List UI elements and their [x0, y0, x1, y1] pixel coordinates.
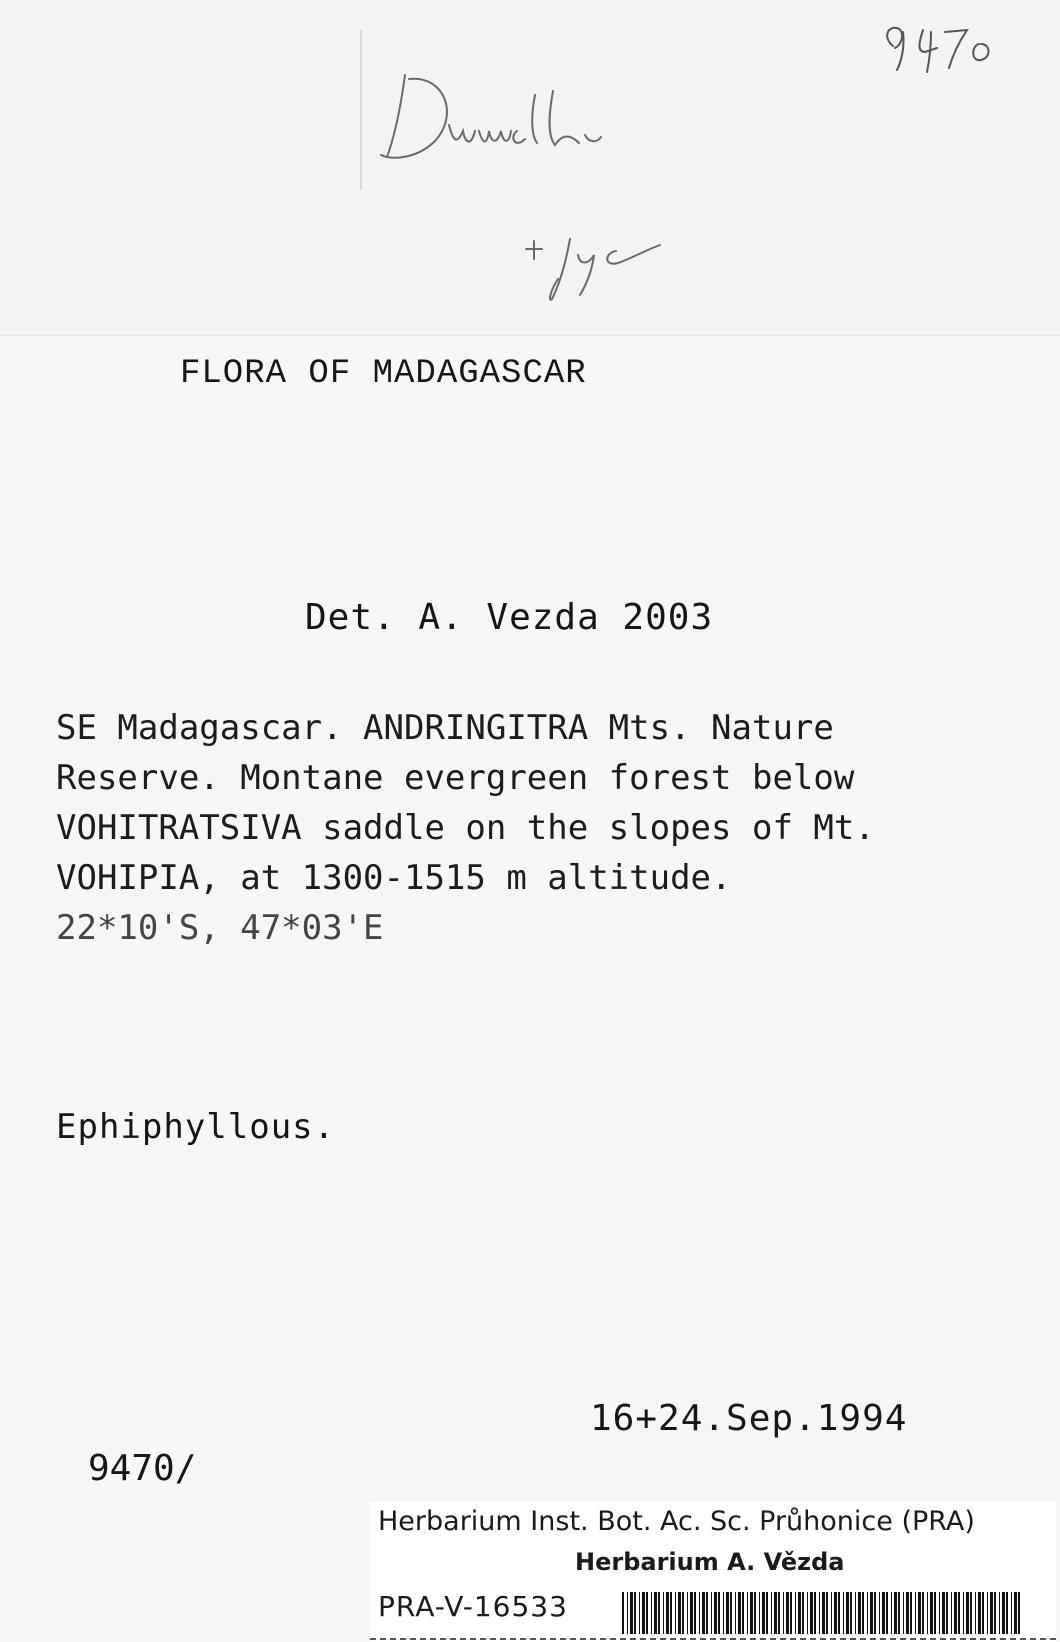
herbarium-stamp — [370, 1502, 1056, 1642]
barcode-bar — [870, 1592, 873, 1634]
barcode-bar — [819, 1592, 820, 1634]
barcode-bar — [867, 1592, 868, 1634]
locality-line: Reserve. Montane evergreen forest below — [56, 758, 855, 798]
barcode-bar — [970, 1592, 972, 1634]
barcode-bar — [678, 1592, 681, 1634]
barcode-bar — [774, 1592, 777, 1634]
barcode-bar — [699, 1592, 700, 1634]
barcode-bar — [802, 1592, 804, 1634]
barcode-bar — [939, 1592, 940, 1634]
barcode-bar — [838, 1592, 840, 1634]
barcode-bar — [966, 1592, 969, 1634]
upper-sheet — [0, 0, 1060, 336]
barcode-bar — [798, 1592, 801, 1634]
barcode-bar — [975, 1592, 976, 1634]
barcode-bar — [903, 1592, 904, 1634]
barcode-bar — [762, 1592, 765, 1634]
institution-name: Herbarium Inst. Bot. Ac. Sc. Průhonice (PRA) — [378, 1506, 975, 1537]
barcode-bar — [1011, 1592, 1012, 1634]
locality-line: SE Madagascar. ANDRINGITRA Mts. Nature — [56, 708, 834, 748]
barcode-bar — [786, 1592, 789, 1634]
locality-line: 22*10'S, 47*03'E — [56, 908, 384, 948]
barcode-bar — [810, 1592, 813, 1634]
fold-line — [360, 30, 362, 190]
barcode-bar — [850, 1592, 852, 1634]
barcode-bar — [898, 1592, 900, 1634]
barcode-bar — [682, 1592, 684, 1634]
collection-date: 16+24.Sep.1994 — [590, 1398, 908, 1439]
barcode-bar — [930, 1592, 933, 1634]
barcode-bar — [858, 1592, 861, 1634]
barcode-bar — [822, 1592, 825, 1634]
handwritten-name — [375, 65, 635, 175]
barcode-bar — [687, 1592, 688, 1634]
barcode-bar — [766, 1592, 768, 1634]
barcode-bar — [666, 1592, 669, 1634]
barcode-bar — [730, 1592, 732, 1634]
barcode-bar — [663, 1592, 664, 1634]
barcode-bar — [994, 1592, 996, 1634]
collection-number: 9470/ — [88, 1448, 197, 1489]
label-title: FLORA OF MADAGASCAR — [180, 355, 587, 393]
barcode-bar — [982, 1592, 984, 1634]
barcode-bar — [783, 1592, 784, 1634]
barcode-bar — [622, 1592, 624, 1634]
barcode-bar — [654, 1592, 657, 1634]
barcode-bar — [714, 1592, 717, 1634]
barcode-bar — [942, 1592, 945, 1634]
handwritten-annotation — [520, 225, 690, 305]
barcode-bar — [778, 1592, 780, 1634]
barcode-bar — [963, 1592, 964, 1634]
barcode-bar — [987, 1592, 988, 1634]
barcode-bar — [906, 1592, 909, 1634]
barcode-bar — [742, 1592, 744, 1634]
barcode-bar — [738, 1592, 741, 1634]
barcode-bar — [954, 1592, 957, 1634]
barcode-bar — [630, 1592, 633, 1634]
specimen-id: PRA-V-16533 — [378, 1590, 568, 1623]
barcode-bar — [1006, 1592, 1008, 1634]
barcode-bar — [723, 1592, 724, 1634]
determination: Det. A. Vezda 2003 — [305, 597, 714, 638]
habitat: Ephiphyllous. — [56, 1107, 336, 1147]
barcode-bar — [747, 1592, 748, 1634]
barcode-bar — [658, 1592, 660, 1634]
barcode-bar — [978, 1592, 981, 1634]
barcode-bar — [862, 1592, 864, 1634]
barcode-bar — [879, 1592, 880, 1634]
barcode-bar — [886, 1592, 888, 1634]
barcode-bar — [807, 1592, 808, 1634]
specimen-label — [0, 335, 1060, 1642]
barcode-bar — [690, 1592, 693, 1634]
barcode-bar — [999, 1592, 1000, 1634]
barcode-bar — [1018, 1592, 1020, 1634]
barcode-bar — [795, 1592, 796, 1634]
barcode-bar — [754, 1592, 756, 1634]
barcode-bar — [726, 1592, 729, 1634]
barcode-bar — [642, 1592, 645, 1634]
barcode-bar — [771, 1592, 772, 1634]
barcode-bar — [958, 1592, 960, 1634]
cut-line — [370, 1638, 1056, 1640]
barcode-bar — [1014, 1592, 1017, 1634]
barcode-bar — [951, 1592, 952, 1634]
barcode-bar — [990, 1592, 993, 1634]
barcode-bar — [718, 1592, 720, 1634]
barcode-bar — [831, 1592, 832, 1634]
barcode-bar — [891, 1592, 892, 1634]
barcode-bar — [706, 1592, 708, 1634]
barcode-bar — [627, 1592, 628, 1634]
barcode-bar — [882, 1592, 885, 1634]
barcode-bar — [646, 1592, 648, 1634]
barcode-bar — [634, 1592, 636, 1634]
barcode-bar — [759, 1592, 760, 1634]
barcode-bar — [814, 1592, 816, 1634]
barcode-bar — [694, 1592, 696, 1634]
barcode-bar — [834, 1592, 837, 1634]
barcode-bar — [735, 1592, 736, 1634]
barcode-bar — [1002, 1592, 1005, 1634]
barcode-bar — [651, 1592, 652, 1634]
locality-line: VOHITRATSIVA saddle on the slopes of Mt. — [56, 808, 875, 848]
barcode-bar — [846, 1592, 849, 1634]
handwritten-number — [875, 18, 1005, 78]
barcode-bar — [910, 1592, 912, 1634]
barcode-bar — [874, 1592, 876, 1634]
barcode-bar — [790, 1592, 792, 1634]
barcode-bar — [711, 1592, 712, 1634]
locality-text — [56, 703, 1051, 953]
barcode-bar — [922, 1592, 924, 1634]
barcode-bar — [675, 1592, 676, 1634]
barcode-bar — [639, 1592, 640, 1634]
barcode-bar — [927, 1592, 928, 1634]
herbarium-name: Herbarium A. Vězda — [575, 1548, 845, 1576]
barcode-bar — [915, 1592, 916, 1634]
barcode-bar — [918, 1592, 921, 1634]
barcode-bar — [855, 1592, 856, 1634]
barcode-bar — [934, 1592, 936, 1634]
barcode-bar — [702, 1592, 705, 1634]
barcode — [622, 1592, 1022, 1634]
barcode-bar — [843, 1592, 844, 1634]
locality-line: VOHIPIA, at 1300-1515 m altitude. — [56, 858, 732, 898]
barcode-bar — [750, 1592, 753, 1634]
barcode-bar — [946, 1592, 948, 1634]
barcode-bar — [894, 1592, 897, 1634]
barcode-bar — [826, 1592, 828, 1634]
barcode-bar — [670, 1592, 672, 1634]
